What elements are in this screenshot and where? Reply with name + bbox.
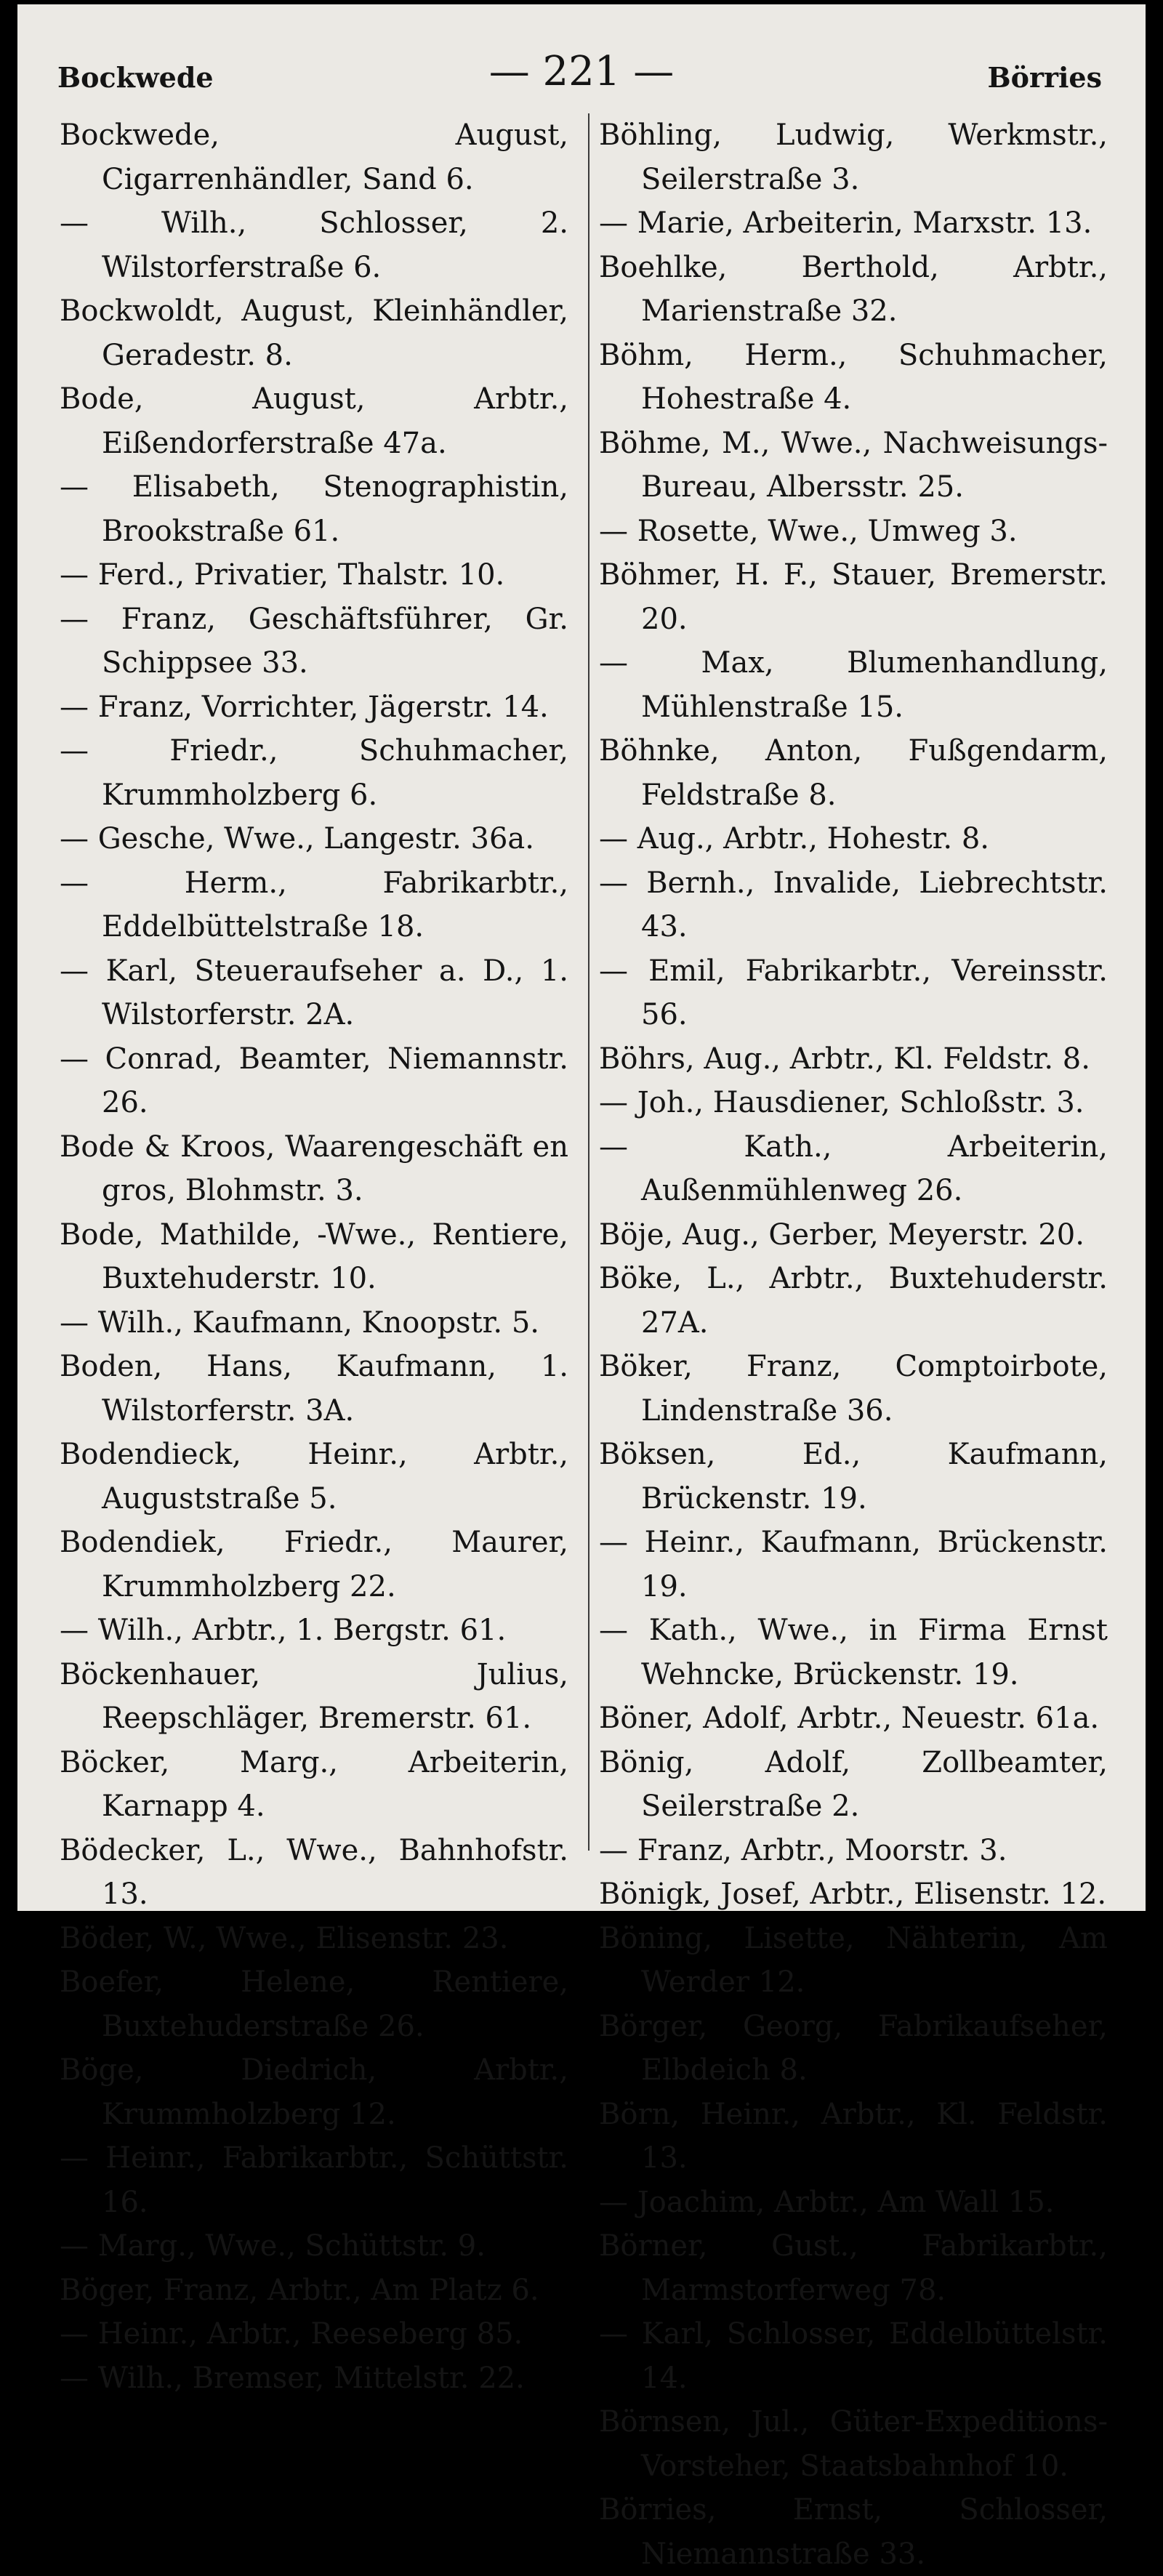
directory-entry: Böcker, Marg., Arbeiterin, Karnapp 4. (60, 1745, 568, 1823)
directory-entry: Bodendieck, Heinr., Arbtr., Auguststraße 5. (60, 1438, 568, 1516)
directory-entry: Boden, Hans, Kaufmann, 1. Wilstorferstr. 3A. (60, 1350, 568, 1428)
directory-entry: Böckenhauer, Julius, Reepschläger, Bremerstr. 61. (60, 1657, 568, 1735)
directory-entry: Bockwede, August, Cigarrenhändler, Sand 6. (60, 118, 568, 196)
header-right-word: Börries (987, 61, 1102, 94)
directory-entry: Bödecker, L., Wwe., Bahnhofstr. 13. (60, 1833, 568, 1911)
directory-entry: Böhme, M., Wwe., Nachweisungs-Bureau, Albersstr. 25. (599, 426, 1108, 504)
directory-entry: Böner, Adolf, Arbtr., Neuestr. 61a. (599, 1702, 1100, 1735)
directory-entry: — Wilh., Kaufmann, Knoopstr. 5. (60, 1305, 539, 1340)
directory-entry: Böder, W., Wwe., Elisenstr. 23. (60, 1921, 509, 1955)
directory-entry: — Karl, Schlosser, Eddelbüttelstr. 14. (599, 2317, 1108, 2395)
directory-entry: Bodendiek, Friedr., Maurer, Krummholzberg 22. (60, 1526, 568, 1603)
directory-entry: — Max, Blumenhandlung, Mühlenstraße 15. (599, 646, 1108, 724)
directory-entry: Boefer, Helene, Rentiere, Buxtehuderstraße 26. (60, 1965, 568, 2043)
directory-entry: — Wilh., Schlosser, 2. Wilstorferstraße 6. (60, 206, 568, 284)
directory-entry: — Franz, Arbtr., Moorstr. 3. (599, 1833, 1007, 1867)
directory-entry: Böger, Franz, Arbtr., Am Platz 6. (60, 2273, 539, 2307)
directory-entry: — Gesche, Wwe., Langestr. 36a. (60, 822, 534, 856)
right-column (599, 113, 1108, 2576)
directory-entry: Börger, Georg, Fabrikaufseher, Elbdeich 8. (599, 2009, 1108, 2087)
directory-entry: Bönigk, Josef, Arbtr., Elisenstr. 12. (599, 1877, 1107, 1911)
directory-entry: Bode, August, Arbtr., Eißendorferstraße 47a. (60, 382, 568, 460)
directory-entry: — Heinr., Arbtr., Reeseberg 85. (60, 2317, 523, 2351)
directory-entry: — Franz, Geschäftsführer, Gr. Schippsee 33. (60, 602, 568, 680)
directory-entry: — Joh., Hausdiener, Schloßstr. 3. (599, 1086, 1084, 1119)
directory-entry: — Herm., Fabrikarbtr., Eddelbüttelstraße 18. (60, 866, 568, 943)
page-number: — 221 — (488, 48, 675, 95)
page-header (17, 48, 1146, 99)
directory-entry: Böksen, Ed., Kaufmann, Brückenstr. 19. (599, 1438, 1108, 1516)
directory-entry: — Friedr., Schuhmacher, Krummholzberg 6. (60, 734, 568, 812)
directory-entry: Böge, Diedrich, Arbtr., Krummholzberg 12. (60, 2053, 568, 2131)
directory-entry: — Rosette, Wwe., Umweg 3. (599, 514, 1018, 548)
header-left-word: Bockwede (57, 61, 214, 94)
directory-entry: Böje, Aug., Gerber, Meyerstr. 20. (599, 1217, 1084, 1252)
directory-entry: — Marg., Wwe., Schüttstr. 9. (60, 2229, 486, 2263)
directory-entry: Böhmer, H. F., Stauer, Bremerstr. 20. (599, 558, 1108, 636)
directory-entry: Börries, Ernst, Schlosser, Niemannstraße 33. (599, 2493, 1108, 2571)
directory-entry: — Bernh., Invalide, Liebrechtstr. 43. (599, 866, 1108, 943)
left-column (60, 113, 568, 2400)
directory-entry: Böhrs, Aug., Arbtr., Kl. Feldstr. 8. (599, 1042, 1090, 1076)
directory-entry: Böke, L., Arbtr., Buxtehuderstr. 27A. (599, 1262, 1108, 1340)
directory-entry: — Emil, Fabrikarbtr., Vereinsstr. 56. (599, 954, 1108, 1031)
directory-page (17, 4, 1146, 2571)
directory-entry: — Elisabeth, Stenographistin, Brookstraße 61. (60, 470, 568, 548)
directory-entry: — Kath., Wwe., in Firma Ernst Wehncke, Brückenstr. 19. (599, 1614, 1108, 1691)
directory-entry: — Franz, Vorrichter, Jägerstr. 14. (60, 690, 549, 724)
directory-entry: Böning, Lisette, Nähterin, Am Werder 12. (599, 1921, 1108, 1999)
directory-entry: Böker, Franz, Comptoirbote, Lindenstraße 36. (599, 1350, 1108, 1428)
directory-entry: Börner, Gust., Fabrikarbtr., Marmstorferweg 78. (599, 2229, 1108, 2307)
directory-entry: Böhnke, Anton, Fußgendarm, Feldstraße 8. (599, 734, 1108, 812)
directory-entry: Bockwoldt, August, Kleinhändler, Geradestr. 8. (60, 294, 568, 372)
directory-entry: — Kath., Arbeiterin, Außenmühlenweg 26. (599, 1130, 1108, 1207)
directory-entry: — Wilh., Arbtr., 1. Bergstr. 61. (60, 1614, 507, 1647)
directory-entry: Bode, Mathilde, -Wwe., Rentiere, Buxtehuderstr. 10. (60, 1217, 568, 1295)
directory-entry: — Wilh., Bremser, Mittelstr. 22. (60, 2361, 525, 2395)
directory-entry: Bönig, Adolf, Zollbeamter, Seilerstraße 2. (599, 1745, 1108, 1823)
directory-entry: Böhm, Herm., Schuhmacher, Hohestraße 4. (599, 338, 1108, 416)
directory-entry: — Heinr., Kaufmann, Brückenstr. 19. (599, 1526, 1108, 1603)
column-divider (588, 113, 589, 1851)
directory-entry: — Ferd., Privatier, Thalstr. 10. (60, 558, 505, 592)
directory-entry: — Joachim, Arbtr., Am Wall 15. (599, 2185, 1055, 2219)
directory-entry: — Aug., Arbtr., Hohestr. 8. (599, 822, 989, 856)
directory-entry: — Conrad, Beamter, Niemannstr. 26. (60, 1042, 568, 1119)
directory-entry: Böhling, Ludwig, Werkmstr., Seilerstraße 3. (599, 118, 1108, 196)
directory-entry: Boehlke, Berthold, Arbtr., Marienstraße 32. (599, 250, 1108, 328)
directory-entry: — Karl, Steueraufseher a. D., 1. Wilstorferstr. 2A. (60, 954, 568, 1031)
directory-entry: Bode & Kroos, Waarengeschäft en gros, Blohmstr. 3. (60, 1130, 568, 1207)
directory-entry: — Heinr., Fabrikarbtr., Schüttstr. 16. (60, 2141, 568, 2219)
directory-entry: Börnsen, Jul., Güter-Expeditions-Vorsteher, Staatsbahnhof 10. (599, 2405, 1108, 2483)
directory-entry: Börn, Heinr., Arbtr., Kl. Feldstr. 13. (599, 2097, 1108, 2175)
directory-entry: — Marie, Arbeiterin, Marxstr. 13. (599, 206, 1092, 240)
